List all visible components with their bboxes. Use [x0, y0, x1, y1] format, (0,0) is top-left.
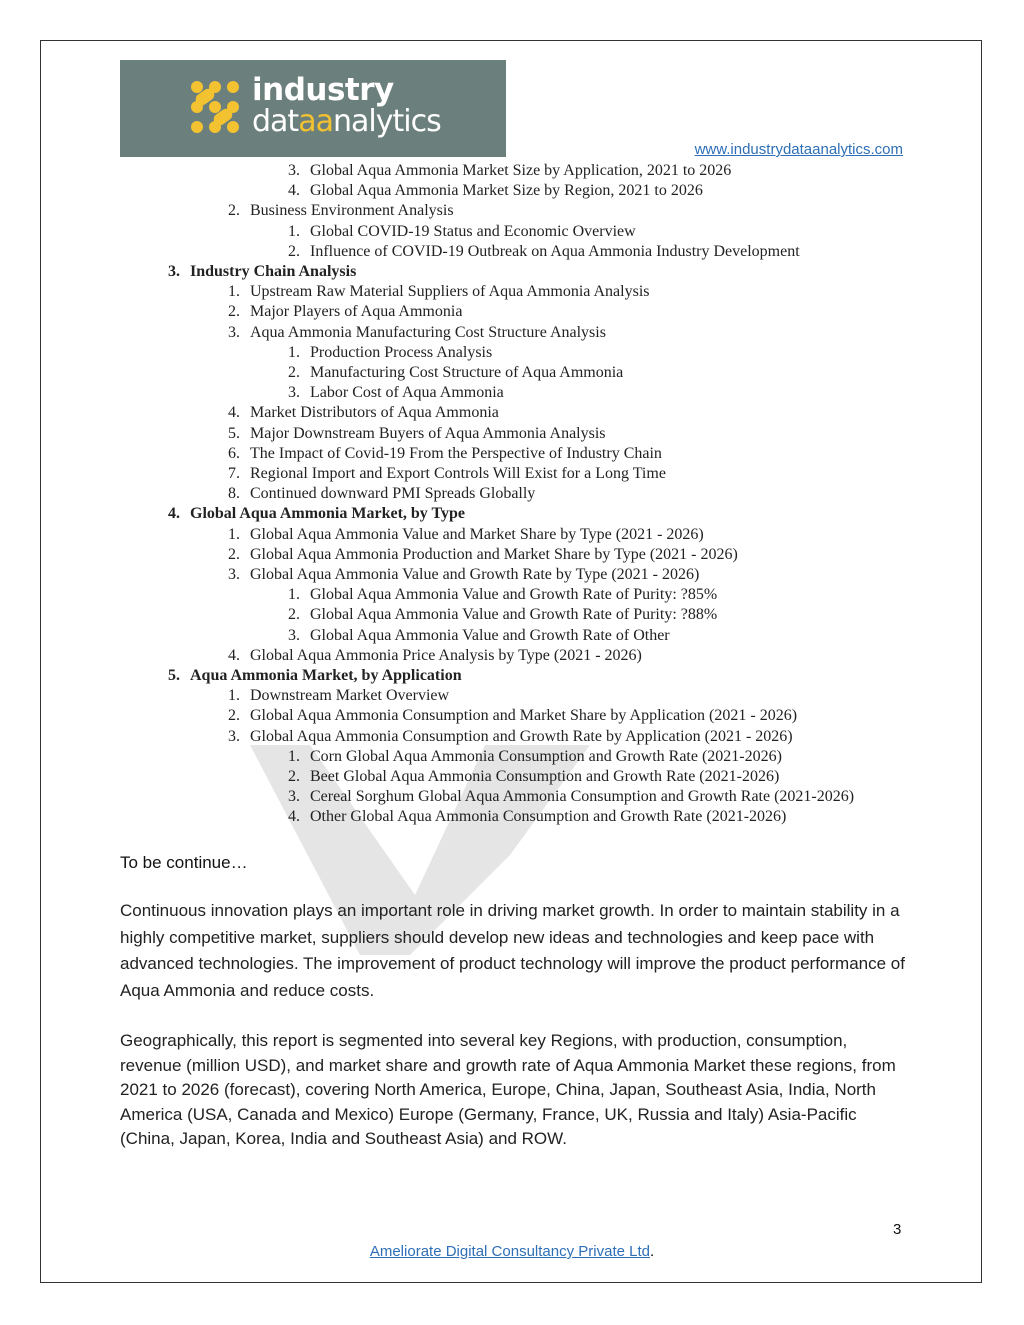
toc-item-text: Major Players of Aqua Ammonia — [250, 303, 463, 321]
toc-item-text: Global Aqua Ammonia Price Analysis by Type (2021 - 2026) — [250, 646, 642, 664]
toc-item-number: 1. — [228, 525, 240, 543]
toc-item-text: Aqua Ammonia Manufacturing Cost Structure Analysis — [250, 323, 606, 341]
toc-item-number: 3. — [288, 162, 300, 179]
toc-item-text: Beet Global Aqua Ammonia Consumption and Growth Rate (2021-2026) — [310, 768, 780, 785]
toc-item-number: 6. — [228, 444, 240, 462]
toc-item-number: 4. — [228, 646, 240, 664]
toc-item-text: Influence of COVID-19 Outbreak on Aqua Ammonia Industry Development — [310, 242, 800, 260]
toc-item-number: 1. — [288, 343, 300, 361]
page-number: 3 — [893, 1221, 902, 1238]
toc-item-number: 2. — [228, 303, 240, 321]
toc-item-number: 3. — [288, 788, 300, 806]
toc-item-number: 2. — [288, 364, 300, 381]
logo-dots-icon — [190, 80, 242, 134]
toc-item-number: 2. — [288, 242, 300, 260]
toc-item-text: Global Aqua Ammonia Production and Market Share by Type (2021 - 2026) — [250, 545, 738, 563]
toc-item-number: 2. — [288, 606, 300, 624]
geography-paragraph — [120, 1029, 910, 1152]
toc-item-text: Corn Global Aqua Ammonia Consumption and Growth Rate (2021-2026) — [310, 747, 782, 765]
company-link[interactable]: Ameliorate Digital Consultancy Private Ltd — [369, 1243, 650, 1260]
toc-item-text: Global Aqua Ammonia Value and Growth Rate by Type (2021 - 2026) — [250, 566, 700, 583]
toc-item-number: 8. — [228, 485, 240, 503]
toc-item-number: 5. — [168, 667, 180, 684]
toc-item-text: Global Aqua Ammonia Value and Growth Rate of Purity: ?88% — [310, 606, 718, 624]
toc-item-text: Global Aqua Ammonia Market, by Type — [190, 505, 465, 523]
toc-item-text: Cereal Sorghum Global Aqua Ammonia Consumption and Growth Rate (2021-2026) — [310, 788, 855, 806]
geography-label: Geographically, — [120, 1031, 237, 1050]
toc-item-number: 2. — [228, 707, 240, 725]
toc-item-number: 3. — [228, 727, 240, 745]
toc-item-text: Global Aqua Ammonia Market Size by Application, 2021 to 2026 — [310, 162, 732, 179]
toc-item-text: The Impact of Covid-19 From the Perspective of Industry Chain — [250, 444, 662, 462]
toc-item-text: Labor Cost of Aqua Ammonia — [310, 384, 504, 402]
toc-item-text: Production Process Analysis — [310, 343, 493, 361]
toc-item-number: 3. — [228, 566, 240, 583]
toc-item-text: Global Aqua Ammonia Consumption and Market Share by Application (2021 - 2026) — [250, 707, 798, 725]
toc-item-text: Global Aqua Ammonia Market Size by Region, 2021 to 2026 — [310, 182, 703, 200]
toc-item-number: 4. — [288, 808, 300, 826]
toc-item-text: Regional Import and Export Controls Will Exist for a Long Time — [250, 465, 666, 482]
toc-item-text: Major Downstream Buyers of Aqua Ammonia Analysis — [250, 424, 606, 442]
toc-item-number: 4. — [288, 182, 300, 200]
to-be-continued-note: To be continue… — [120, 853, 248, 872]
toc-item-text: Business Environment Analysis — [250, 202, 454, 220]
toc-item-number: 3. — [288, 384, 300, 402]
toc-item-number: 1. — [228, 283, 240, 301]
toc-item-number: 1. — [288, 586, 300, 604]
company-logo — [120, 60, 506, 157]
toc-item-text: Continued downward PMI Spreads Globally — [250, 485, 536, 503]
toc-item-number: 1. — [288, 222, 300, 240]
toc-item-number: 2. — [228, 545, 240, 563]
toc-item-text: Global Aqua Ammonia Value and Market Share by Type (2021 - 2026) — [250, 525, 704, 543]
toc-item-text: Downstream Market Overview — [250, 687, 450, 705]
geography-regions: North America, Europe, China, Japan, Southeast Asia, India, North America (USA, Canada and Mexico) Europe (Germany, France, UK, Russia and Italy) Asia-Pacific (China, Japan, Korea, India and Southeast Asia) and ROW. — [120, 1080, 876, 1148]
toc-item-number: 5. — [228, 424, 240, 442]
toc-item-text: Manufacturing Cost Structure of Aqua Ammonia — [310, 364, 624, 381]
toc-item-number: 2. — [228, 202, 240, 220]
toc-item-number: 3. — [228, 323, 240, 341]
toc-item-text: Global Aqua Ammonia Consumption and Growth Rate by Application (2021 - 2026) — [250, 727, 793, 745]
innovation-paragraph: Continuous innovation plays an important role in driving market growth. In order to maintain stability in a highly competitive market, suppliers should develop new ideas and technologies and keep pace with advanced technologies. The improvement of product technology will improve the product performance of Aqua Ammonia and reduce costs. — [120, 901, 905, 1000]
website-link[interactable]: www.industrydataanalytics.com — [694, 141, 903, 158]
logo-wordmark-line1: industry — [252, 72, 394, 108]
toc-item-number: 4. — [228, 404, 240, 422]
toc-item-number: 1. — [288, 747, 300, 765]
toc-item-number: 7. — [228, 465, 240, 482]
toc-item-text: Global COVID-19 Status and Economic Overview — [310, 222, 636, 240]
toc-item-number: 3. — [168, 263, 180, 280]
toc-item-number: 2. — [288, 768, 300, 785]
toc-item-text: Other Global Aqua Ammonia Consumption and Growth Rate (2021-2026) — [310, 808, 787, 826]
toc-item-text: Market Distributors of Aqua Ammonia — [250, 404, 499, 422]
toc-item-number: 1. — [228, 687, 240, 705]
toc-item-text: Industry Chain Analysis — [190, 263, 357, 280]
logo-wordmark-line2: dataanalytics — [252, 104, 441, 139]
toc-item-text: Global Aqua Ammonia Value and Growth Rate of Other — [310, 626, 670, 644]
footer-company: Ameliorate Digital Consultancy Private Ltd. — [369, 1243, 655, 1260]
toc-item-text: Global Aqua Ammonia Value and Growth Rate of Purity: ?85% — [310, 586, 718, 604]
toc-item-text: Upstream Raw Material Suppliers of Aqua Ammonia Analysis — [250, 283, 650, 301]
toc-item-number: 4. — [168, 505, 180, 523]
toc-item-text: Aqua Ammonia Market, by Application — [190, 667, 462, 684]
geography-text: this report is segmented into several key Regions, with production, consumption, revenue (million USD), and market share and growth rate of Aqua Ammonia Market these regions, from 2021 to 2026 (forecast), covering — [120, 1031, 896, 1099]
toc-item-number: 3. — [288, 626, 300, 644]
